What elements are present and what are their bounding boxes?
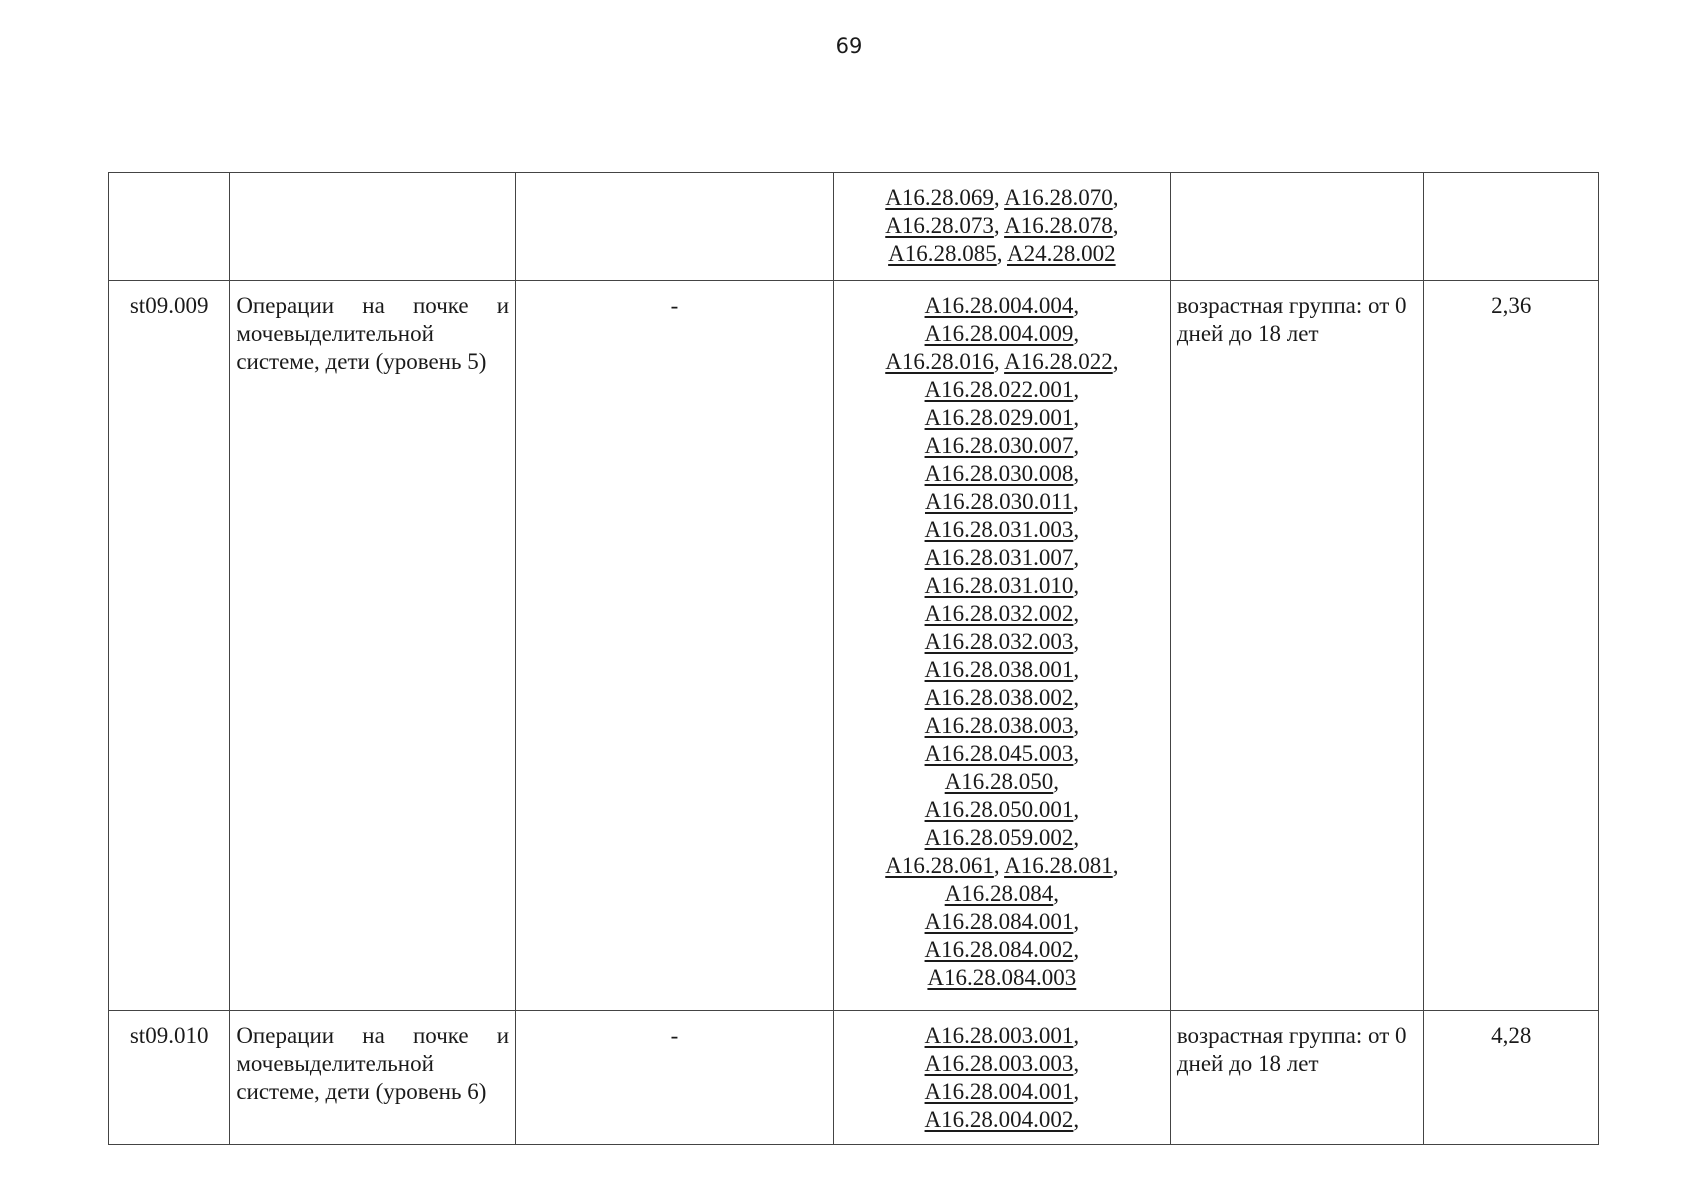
additional-criteria-cell bbox=[516, 173, 834, 281]
age-criteria-cell bbox=[1170, 173, 1424, 281]
separator: , bbox=[1073, 1107, 1080, 1132]
operation-code-link[interactable]: A16.28.022 bbox=[1004, 349, 1113, 374]
operation-code-link[interactable]: A24.28.002 bbox=[1006, 241, 1116, 266]
operations-line bbox=[840, 572, 1164, 600]
table-row-st09-009 bbox=[109, 281, 1599, 1011]
separator: , bbox=[1112, 349, 1119, 374]
operations-line bbox=[840, 684, 1164, 712]
operation-code-link[interactable]: A16.28.031.007 bbox=[924, 545, 1074, 570]
separator: , bbox=[1073, 489, 1079, 514]
operations-line bbox=[840, 656, 1164, 684]
operations-line bbox=[840, 628, 1164, 656]
operations-line bbox=[840, 1078, 1164, 1106]
table-row-st09-010 bbox=[109, 1011, 1599, 1145]
name-cell: Операции на почке и мочевыделительной системе, дети (уровень 5) bbox=[230, 281, 516, 1011]
operations-line bbox=[840, 212, 1164, 240]
operation-code-link[interactable]: A16.28.061 bbox=[885, 853, 994, 878]
separator: , bbox=[1073, 461, 1080, 486]
operation-code-link[interactable]: A16.28.004.001 bbox=[924, 1079, 1074, 1104]
tariff-table bbox=[108, 172, 1599, 1145]
operation-code-link[interactable]: A16.28.084 bbox=[944, 881, 1054, 906]
coefficient-cell: 4,28 bbox=[1424, 1011, 1599, 1145]
code-cell: st09.010 bbox=[109, 1011, 230, 1145]
operation-code-link[interactable]: A16.28.022.001 bbox=[924, 377, 1074, 402]
coefficient-cell bbox=[1424, 173, 1599, 281]
operation-code-link[interactable]: A16.28.003.001 bbox=[924, 1023, 1074, 1048]
code-cell: st09.009 bbox=[109, 281, 230, 1011]
operation-code-link[interactable]: A16.28.078 bbox=[1004, 213, 1113, 238]
operations-line bbox=[840, 936, 1164, 964]
operation-code-link[interactable]: A16.28.084.002 bbox=[924, 937, 1074, 962]
separator: , bbox=[1073, 657, 1080, 682]
name-cell bbox=[230, 173, 516, 281]
separator: , bbox=[1073, 685, 1080, 710]
age-criteria-cell: возрастная группа: от 0 дней до 18 лет bbox=[1170, 281, 1424, 1011]
operations-line bbox=[840, 1050, 1164, 1078]
operations-line bbox=[840, 404, 1164, 432]
operation-code-link[interactable]: A16.28.045.003 bbox=[924, 741, 1074, 766]
operation-code-link[interactable]: A16.28.016 bbox=[885, 349, 994, 374]
operations-line bbox=[840, 320, 1164, 348]
separator: , bbox=[1073, 293, 1080, 318]
operations-line bbox=[840, 184, 1164, 212]
separator: , bbox=[993, 349, 1005, 374]
operation-code-link[interactable]: A16.28.004.004 bbox=[924, 293, 1074, 318]
operations-line bbox=[840, 600, 1164, 628]
code-cell bbox=[109, 173, 230, 281]
operation-code-link[interactable]: A16.28.030.011 bbox=[924, 489, 1073, 514]
separator: , bbox=[993, 185, 1005, 210]
separator: , bbox=[1112, 213, 1119, 238]
operation-code-link[interactable]: A16.28.030.007 bbox=[924, 433, 1074, 458]
separator: , bbox=[1073, 545, 1080, 570]
operation-code-link[interactable]: A16.28.050.001 bbox=[924, 797, 1074, 822]
separator: , bbox=[1073, 909, 1080, 934]
operations-line bbox=[840, 460, 1164, 488]
operations-line bbox=[840, 240, 1164, 268]
separator: , bbox=[996, 241, 1007, 266]
page-number: 69 bbox=[835, 34, 863, 58]
separator: , bbox=[1073, 825, 1080, 850]
operation-code-link[interactable]: A16.28.073 bbox=[885, 213, 994, 238]
operations-cell bbox=[833, 173, 1170, 281]
operation-code-link[interactable]: A16.28.038.002 bbox=[924, 685, 1074, 710]
name-cell: Операции на почке и мочевыделительной системе, дети (уровень 6) bbox=[230, 1011, 516, 1145]
operation-code-link[interactable]: A16.28.038.003 bbox=[924, 713, 1074, 738]
separator: , bbox=[1073, 937, 1080, 962]
operation-code-link[interactable]: A16.28.032.003 bbox=[924, 629, 1074, 654]
operations-cell bbox=[833, 1011, 1170, 1145]
operation-code-link[interactable]: A16.28.029.001 bbox=[924, 405, 1074, 430]
separator: , bbox=[1073, 433, 1080, 458]
separator: , bbox=[1053, 769, 1060, 794]
operation-code-link[interactable]: A16.28.081 bbox=[1004, 853, 1113, 878]
operation-code-link[interactable]: A16.28.003.003 bbox=[924, 1051, 1074, 1076]
operation-code-link[interactable]: A16.28.084.003 bbox=[927, 965, 1077, 990]
separator: , bbox=[1073, 405, 1080, 430]
separator: , bbox=[1073, 321, 1080, 346]
operations-line bbox=[840, 796, 1164, 824]
separator: , bbox=[1073, 1023, 1080, 1048]
operations-line bbox=[840, 880, 1164, 908]
operation-code-link[interactable]: A16.28.004.009 bbox=[924, 321, 1074, 346]
separator: , bbox=[993, 213, 1005, 238]
operations-line bbox=[840, 852, 1164, 880]
operations-line bbox=[840, 1106, 1164, 1134]
separator: , bbox=[1073, 1051, 1080, 1076]
separator: , bbox=[1073, 601, 1080, 626]
operation-code-link[interactable]: A16.28.031.010 bbox=[924, 573, 1074, 598]
operation-code-link[interactable]: A16.28.069 bbox=[885, 185, 994, 210]
operations-line bbox=[840, 544, 1164, 572]
operation-code-link[interactable]: A16.28.032.002 bbox=[924, 601, 1074, 626]
operation-code-link[interactable]: A16.28.038.001 bbox=[924, 657, 1074, 682]
separator: , bbox=[1112, 853, 1119, 878]
operations-cell bbox=[833, 281, 1170, 1011]
operations-line bbox=[840, 488, 1164, 516]
operation-code-link[interactable]: A16.28.070 bbox=[1004, 185, 1113, 210]
separator: , bbox=[1073, 517, 1080, 542]
separator: , bbox=[1112, 185, 1119, 210]
operations-line bbox=[840, 516, 1164, 544]
separator: , bbox=[1073, 741, 1080, 766]
separator: , bbox=[1073, 713, 1080, 738]
operations-line bbox=[840, 768, 1164, 796]
operations-line bbox=[840, 348, 1164, 376]
separator: , bbox=[1073, 629, 1080, 654]
operations-line bbox=[840, 432, 1164, 460]
separator: , bbox=[1073, 1079, 1080, 1104]
separator: , bbox=[1073, 797, 1080, 822]
coefficient-cell: 2,36 bbox=[1424, 281, 1599, 1011]
additional-criteria-cell: - bbox=[516, 1011, 834, 1145]
separator: , bbox=[993, 853, 1005, 878]
operation-code-link[interactable]: A16.28.085 bbox=[888, 241, 997, 266]
table-row-continuation bbox=[109, 173, 1599, 281]
operations-line bbox=[840, 824, 1164, 852]
age-criteria-cell: возрастная группа: от 0 дней до 18 лет bbox=[1170, 1011, 1424, 1145]
additional-criteria-cell: - bbox=[516, 281, 834, 1011]
operation-code-link[interactable]: A16.28.084.001 bbox=[924, 909, 1074, 934]
operations-line bbox=[840, 740, 1164, 768]
operations-line bbox=[840, 376, 1164, 404]
operation-code-link[interactable]: A16.28.031.003 bbox=[924, 517, 1074, 542]
operations-line bbox=[840, 908, 1164, 936]
operation-code-link[interactable]: A16.28.059.002 bbox=[924, 825, 1074, 850]
separator: , bbox=[1073, 573, 1080, 598]
operations-line bbox=[840, 964, 1164, 992]
operation-code-link[interactable]: A16.28.050 bbox=[944, 769, 1054, 794]
separator: , bbox=[1053, 881, 1060, 906]
operations-line bbox=[840, 712, 1164, 740]
operations-line bbox=[840, 1022, 1164, 1050]
operations-line bbox=[840, 292, 1164, 320]
separator: , bbox=[1073, 377, 1080, 402]
operation-code-link[interactable]: A16.28.004.002 bbox=[924, 1107, 1074, 1132]
operation-code-link[interactable]: A16.28.030.008 bbox=[924, 461, 1074, 486]
